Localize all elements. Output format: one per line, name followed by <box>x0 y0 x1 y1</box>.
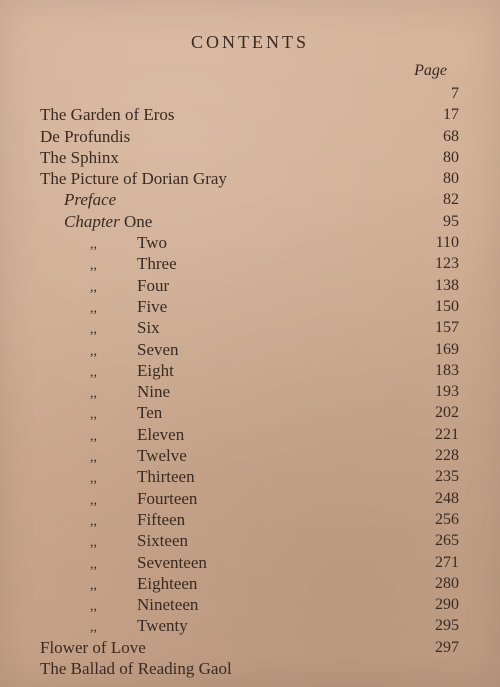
toc-entry <box>0 509 500 530</box>
toc-entry-page: 271 <box>435 553 459 571</box>
toc-entry-page: 82 <box>443 191 459 209</box>
toc-entry <box>0 211 500 232</box>
toc-entry-page: 183 <box>435 361 459 379</box>
toc-entry-title: Twelve <box>137 446 187 466</box>
toc-entry <box>0 232 500 253</box>
toc-entry <box>0 573 500 594</box>
toc-entry <box>0 488 500 509</box>
ditto-mark: ,, <box>90 322 97 338</box>
toc-entry-title: The Ballad of Reading Gaol <box>40 659 232 679</box>
toc-entry-title: Nineteen <box>137 595 199 615</box>
toc-entry-page: 265 <box>435 532 459 550</box>
ditto-mark: ,, <box>90 300 97 316</box>
ditto-mark: ,, <box>90 258 97 274</box>
ditto-mark: ,, <box>90 428 97 444</box>
toc-entry-page: 80 <box>443 170 459 188</box>
toc-entry-page: 123 <box>435 255 459 273</box>
ditto-mark: ,, <box>90 492 97 508</box>
toc-entry-page: 221 <box>435 425 459 443</box>
toc-entry-page: 157 <box>435 319 459 337</box>
toc-entry-page: 110 <box>435 234 459 252</box>
toc-entry-title: Ten <box>137 403 163 423</box>
toc-entry-page: 256 <box>435 510 459 528</box>
toc-entry-title: Thirteen <box>137 467 195 487</box>
toc-entry-page: 297 <box>435 638 459 656</box>
toc-entry-title: Two <box>137 233 167 253</box>
toc-entry <box>0 296 500 317</box>
toc-entry-title: Nine <box>137 382 171 402</box>
toc-entry <box>0 424 500 445</box>
ditto-mark: ,, <box>90 513 97 529</box>
toc-entry-page: 138 <box>435 276 459 294</box>
toc-entry <box>0 317 500 338</box>
toc-entry <box>0 402 500 423</box>
toc-entry <box>0 275 500 296</box>
toc-entry-title: Seventeen <box>137 552 207 572</box>
toc-entry-title: Flower of Love <box>40 637 146 657</box>
toc-entry-page: 290 <box>435 596 459 614</box>
toc-entry-page: 7 <box>451 85 459 102</box>
page-column-label: Page <box>414 62 447 79</box>
toc-entry <box>0 594 500 615</box>
contents-heading: CONTENTS <box>191 32 309 52</box>
ditto-mark: ,, <box>90 471 97 487</box>
toc-entry-title-italic: Chapter <box>64 211 120 231</box>
toc-entry-title: The Garden of Eros <box>40 105 175 125</box>
toc-entry-title: Eleven <box>137 424 185 444</box>
ditto-mark: ,, <box>90 343 97 359</box>
toc-entry-page: 80 <box>443 148 459 166</box>
toc-entry-title: Five <box>137 296 168 316</box>
toc-entry <box>0 615 500 636</box>
ditto-mark: ,, <box>90 407 97 423</box>
ditto-mark: ,, <box>90 577 97 593</box>
toc-entry-title: Eight <box>137 360 174 380</box>
toc-entry <box>0 104 500 125</box>
toc-entry-title: Preface <box>64 190 117 210</box>
toc-entry-page: 95 <box>443 212 459 230</box>
ditto-mark: ,, <box>90 364 97 380</box>
toc-entry <box>0 381 500 402</box>
toc-entry <box>0 445 500 466</box>
toc-entry <box>0 360 500 381</box>
toc-entry-title: De Profundis <box>40 126 131 146</box>
toc-entry <box>0 466 500 487</box>
toc-entry <box>0 637 500 658</box>
ditto-mark: ,, <box>90 599 97 615</box>
ditto-mark: ,, <box>90 279 97 295</box>
toc-entry-page: 193 <box>435 383 459 401</box>
toc-entry-title: Fourteen <box>137 488 198 508</box>
ditto-mark: ,, <box>90 450 97 466</box>
toc-entry-page: 228 <box>435 447 459 465</box>
toc-entry-title: The Sphinx <box>40 147 119 167</box>
ditto-mark: ,, <box>90 556 97 572</box>
toc-entry <box>0 189 500 210</box>
toc-entry-title: Seven <box>137 339 179 359</box>
toc-entry-title: Fifteen <box>137 509 186 529</box>
toc-entry-page: 248 <box>435 489 459 507</box>
toc-entry <box>0 126 500 147</box>
toc-entry-page: 280 <box>435 574 459 592</box>
toc-entry-title <box>64 211 152 232</box>
toc-entry-page: 295 <box>435 617 459 635</box>
toc-entry <box>0 147 500 168</box>
toc-entry <box>0 552 500 573</box>
toc-entry-title-upright: One <box>123 211 153 231</box>
toc-entry-title: Six <box>137 318 160 338</box>
toc-entry-page: 68 <box>443 127 459 145</box>
toc-entry-page: 150 <box>435 297 459 315</box>
toc-entry-title: Eighteen <box>137 573 198 593</box>
toc-entry-title: Three <box>137 254 177 274</box>
ditto-mark: ,, <box>90 535 97 551</box>
toc-entry-title: Sixteen <box>137 531 188 551</box>
toc-entry-page: 169 <box>435 340 459 358</box>
toc-entry <box>0 253 500 274</box>
toc-entry <box>0 530 500 551</box>
toc-entry-page: 202 <box>435 404 459 422</box>
toc-entry-page: 17 <box>443 106 459 124</box>
toc-entry <box>0 658 500 679</box>
ditto-mark: ,, <box>90 620 97 636</box>
toc-entry <box>0 83 500 104</box>
toc-entry-title: Twenty <box>137 616 188 636</box>
toc-entry-title: The Picture of Dorian Gray <box>40 169 227 189</box>
toc-entry <box>0 339 500 360</box>
ditto-mark: ,, <box>90 386 97 402</box>
toc-entry-title: Four <box>137 275 170 295</box>
ditto-mark: ,, <box>90 237 97 253</box>
toc-entry-page: 235 <box>435 468 459 486</box>
toc-entry <box>0 168 500 189</box>
table-of-contents <box>0 83 500 679</box>
